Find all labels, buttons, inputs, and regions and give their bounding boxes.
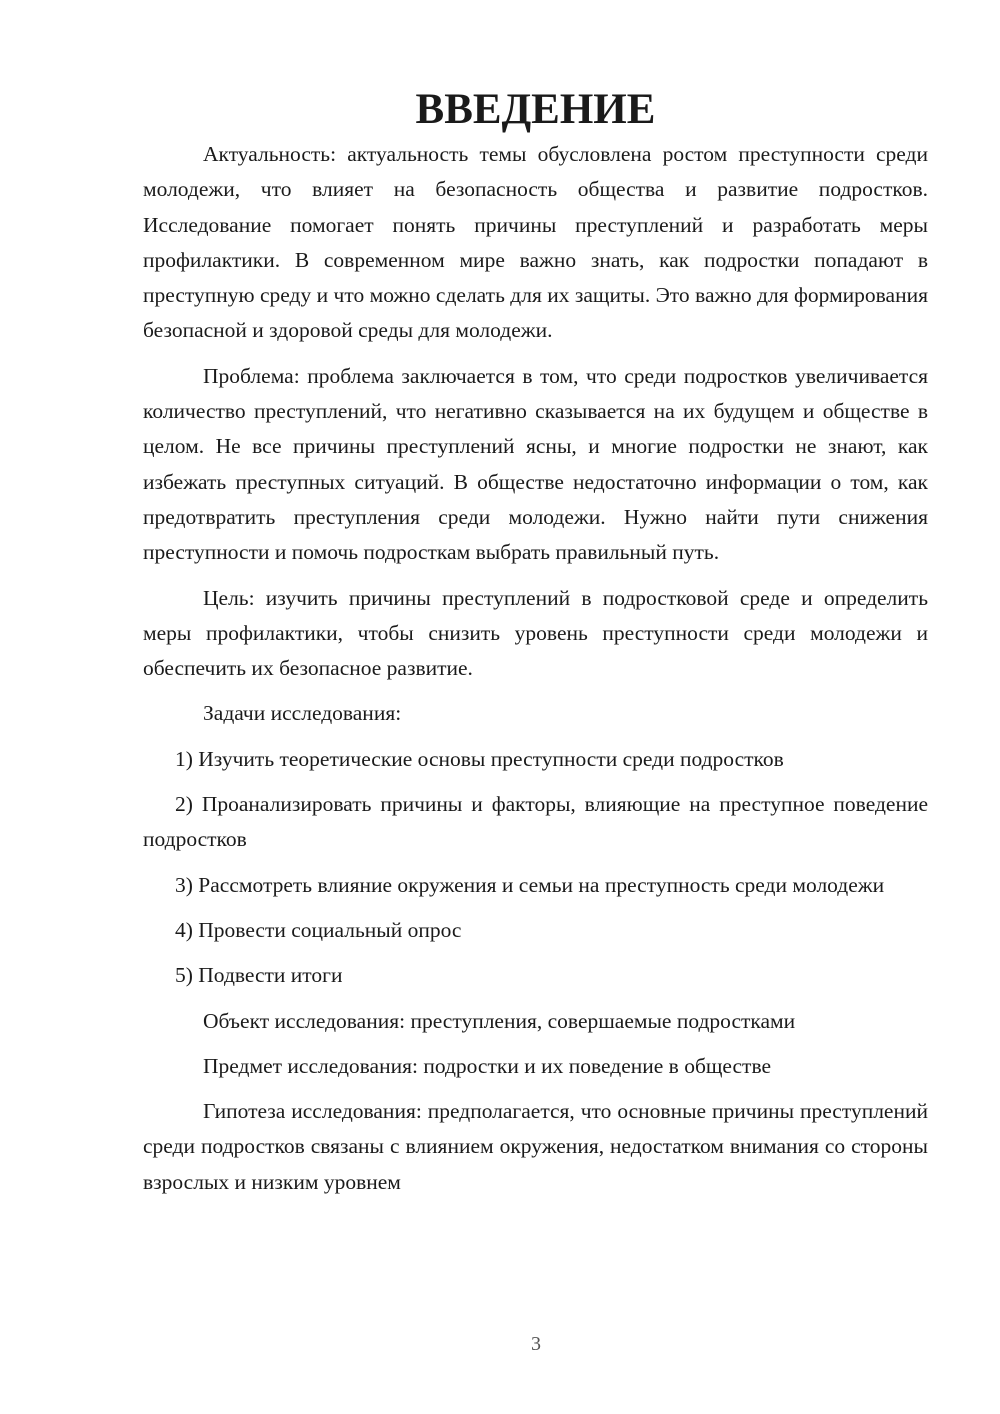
task-item: 1) Изучить теоретические основы преступности среди подростков [175, 746, 784, 771]
problem-paragraph: Проблема: проблема заключается в том, что среди подростков увеличивается количество преступлений, что негативно сказывается на их будущем и обществе в целом. Не все причины преступлений ясны, и многие подростки не знают, как избежать преступных ситуаций. В обществе недостаточно информации о том, как предотвратить преступления среди молодежи. Нужно найти пути снижения преступности и помочь подросткам выбрать правильный путь. [143, 363, 928, 565]
tasks-heading: Задачи исследования: [203, 701, 402, 726]
research-hypothesis: Гипотеза исследования: предполагается, что основные причины преступлений среди подростков связаны с влиянием окружения, недостатком внимания со стороны взрослых и низким уровнем [143, 1099, 928, 1194]
task-item: 4) Провести социальный опрос [175, 917, 462, 942]
section-title: ВВЕДЕНИЕ [415, 86, 656, 133]
task-item: 5) Подвести итоги [175, 963, 343, 988]
research-object: Объект исследования: преступления, совершаемые подростками [203, 1008, 796, 1033]
document-page [143, 86, 928, 1210]
task-item: 2) Проанализировать причины и факторы, влияющие на преступное поведение подростков [143, 792, 928, 852]
goal-paragraph: Цель: изучить причины преступлений в подростковой среде и определить меры профилактики, чтобы снизить уровень преступности среди молодежи и обеспечить их безопасное развитие. [143, 585, 928, 681]
relevance-paragraph: Актуальность: актуальность темы обусловлена ростом преступности среди молодежи, что влияет на безопасность общества и развитие подростков. Исследование помогает понять причины преступлений и разработать меры профилактики. В современном мире важно знать, как подростки попадают в преступную среду и что можно сделать для их защиты. Это важно для формирования безопасной и здоровой среды для молодежи. [143, 142, 928, 343]
page-number: 3 [531, 1333, 541, 1355]
task-item: 3) Рассмотреть влияние окружения и семьи на преступность среди молодежи [175, 872, 885, 897]
research-subject: Предмет исследования: подростки и их поведение в обществе [203, 1053, 772, 1078]
